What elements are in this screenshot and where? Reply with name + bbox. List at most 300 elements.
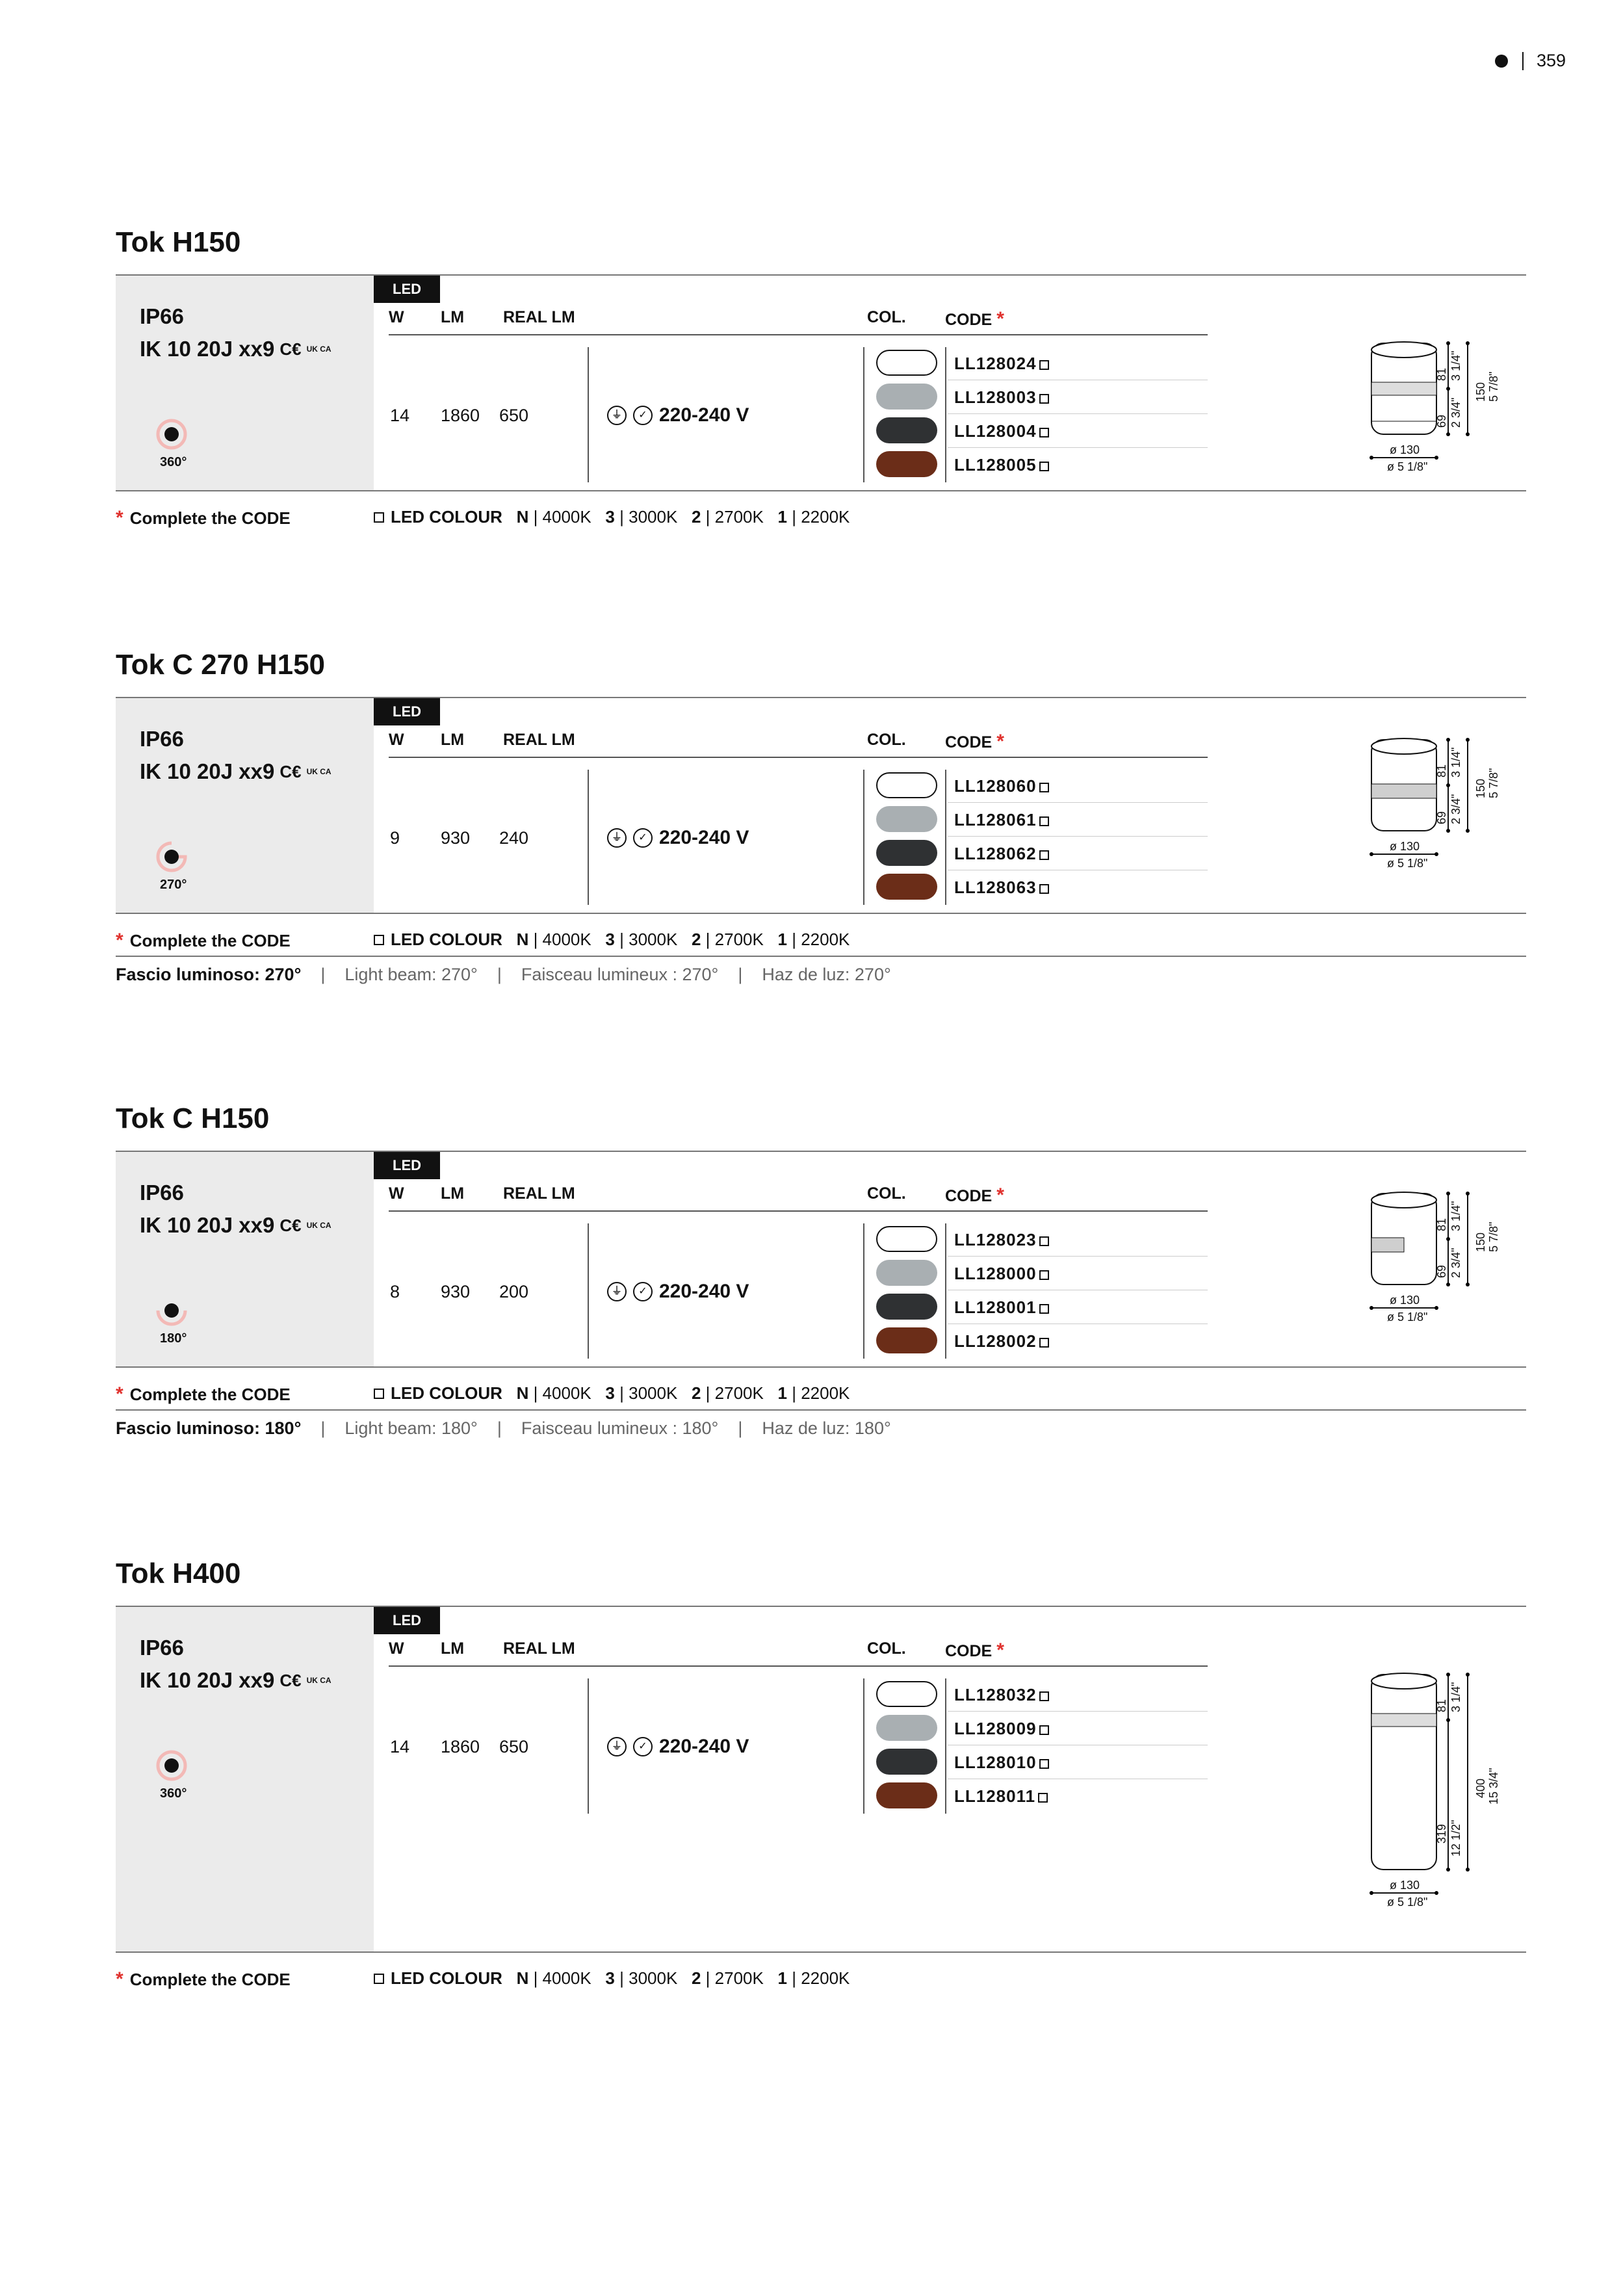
beam-en: Light beam: 270°: [344, 965, 478, 984]
product-code: [954, 455, 1049, 475]
earth-icon: ⏚: [607, 406, 627, 425]
led-colour-label: LED COLOUR: [391, 1383, 502, 1403]
colour-value: | 2200K: [792, 930, 850, 949]
colour-value: | 4000K: [533, 507, 591, 527]
product-dimension-drawing: [1331, 733, 1500, 876]
code-text: LL128002: [954, 1331, 1037, 1351]
colour-value: | 2700K: [705, 1383, 764, 1403]
diameter-in: ø 5 1/8": [1387, 857, 1428, 870]
lower-height-in: 12 1/2": [1449, 1820, 1462, 1857]
code-text: LL128024: [954, 354, 1037, 373]
separator: |: [497, 965, 502, 984]
lumens: 930: [441, 828, 471, 848]
ik-text: IK 10 20J xx9: [140, 759, 275, 783]
header-col: COL.: [867, 308, 906, 326]
product-code: [954, 354, 1049, 374]
code-divider: [948, 1711, 1208, 1712]
total-height-mm: 400: [1474, 1778, 1487, 1798]
voltage: [607, 1736, 749, 1758]
separator: |: [320, 965, 326, 984]
led-tag: LED: [374, 1607, 440, 1634]
separator: |: [497, 1418, 502, 1438]
checkbox-icon: [1039, 1725, 1049, 1735]
watts: 9: [390, 828, 400, 848]
ik-rating: [140, 759, 331, 784]
diameter-mm: ø 130: [1390, 1294, 1420, 1307]
lower-height-mm: 69: [1435, 811, 1448, 824]
checkbox-icon: [1038, 1793, 1048, 1803]
lower-height-mm: 69: [1435, 1264, 1448, 1278]
real-lumens: 240: [499, 828, 529, 848]
colour-key: N: [516, 1383, 529, 1403]
product-section-tok-c-270-h150: [116, 649, 1526, 1000]
colour-value: | 2700K: [705, 930, 764, 949]
header-w: W: [389, 731, 404, 749]
product-title: Tok H150: [116, 226, 241, 258]
ik-rating: [140, 1668, 331, 1693]
total-height-in: 5 7/8": [1487, 768, 1500, 798]
led-colour-label: LED COLOUR: [391, 507, 502, 527]
voltage-text: 220-240 V: [659, 827, 749, 848]
header-code-text: CODE: [945, 733, 993, 751]
swatch-grey: [876, 1260, 937, 1286]
beam-angle-label: 270°: [160, 878, 187, 892]
column-divider: [588, 770, 589, 905]
beam-es: Haz de luz: 270°: [762, 965, 891, 984]
diameter-mm: ø 130: [1390, 840, 1420, 853]
upper-height-in: 3 1/4": [1449, 1201, 1462, 1231]
checkbox-icon: [1039, 884, 1049, 894]
checkbox-icon: [1039, 816, 1049, 826]
colour-key: 3: [605, 1383, 615, 1403]
code-text: LL128062: [954, 844, 1037, 863]
checkbox-icon: [374, 512, 384, 523]
voltage-text: 220-240 V: [659, 1736, 749, 1757]
led-colour-legend: [374, 930, 850, 950]
colour-value: | 2200K: [792, 1383, 850, 1403]
beam-description: [116, 965, 891, 985]
lumens: 930: [441, 1282, 471, 1301]
total-height-in: 5 7/8": [1487, 371, 1500, 402]
header-lm: LM: [441, 308, 465, 326]
checkbox-icon: [1039, 1759, 1049, 1769]
ukca-mark-icon: UK CA: [306, 1221, 331, 1230]
header-col: COL.: [867, 1639, 906, 1658]
header-lm: LM: [441, 731, 465, 749]
total-height-mm: 150: [1474, 382, 1487, 402]
diameter-in: ø 5 1/8": [1387, 1896, 1428, 1909]
bottom-rule: [116, 1366, 1526, 1368]
diameter-in: ø 5 1/8": [1387, 460, 1428, 473]
watts: 14: [390, 1737, 410, 1756]
ce-mark-icon: C€: [279, 761, 302, 781]
swatch-corten: [876, 1327, 937, 1353]
product-code: [954, 1298, 1049, 1318]
checkbox-icon: [1039, 360, 1049, 370]
header-code: [945, 731, 1011, 753]
column-divider: [945, 1223, 946, 1359]
ip-rating: IP66: [140, 1636, 184, 1660]
swatch-corten: [876, 451, 937, 477]
header-code-text: CODE: [945, 311, 993, 329]
beam-en: Light beam: 180°: [344, 1418, 478, 1438]
column-divider: [863, 1223, 864, 1359]
led-tag: LED: [374, 276, 440, 303]
product-code: [954, 1331, 1049, 1351]
checkbox-icon: [374, 935, 384, 945]
product-code: [954, 387, 1049, 408]
earth-icon: ⏚: [607, 828, 627, 848]
column-divider: [863, 1678, 864, 1814]
complete-code-text: Complete the CODE: [129, 1969, 291, 1989]
swatch-corten: [876, 1782, 937, 1808]
header-w: W: [389, 1639, 404, 1658]
diameter-mm: ø 130: [1390, 443, 1420, 456]
complete-code-text: Complete the CODE: [129, 1384, 291, 1404]
header-w: W: [389, 308, 404, 326]
colour-key: 3: [605, 507, 615, 527]
ik-text: IK 10 20J xx9: [140, 337, 275, 361]
checkbox-icon: [1039, 1304, 1049, 1314]
real-lumens: 200: [499, 1282, 529, 1301]
beam-it: Fascio luminoso: 180°: [116, 1418, 302, 1438]
code-text: LL128004: [954, 421, 1037, 441]
column-divider: [863, 770, 864, 905]
colour-key: 1: [777, 930, 787, 949]
colour-key: 2: [691, 507, 701, 527]
upper-height-mm: 81: [1435, 367, 1448, 381]
product-section-tok-h150: [116, 226, 1526, 538]
voltage: [607, 827, 749, 849]
voltage-text: 220-240 V: [659, 404, 749, 426]
colour-key: 3: [605, 930, 615, 949]
total-height-in: 15 3/4": [1487, 1768, 1500, 1805]
ce-mark-icon: C€: [279, 1670, 302, 1690]
led-colour-legend: [374, 1968, 850, 1989]
required-star: *: [116, 930, 123, 951]
header-code: [945, 1639, 1011, 1662]
colour-value: | 4000K: [533, 1383, 591, 1403]
ik-text: IK 10 20J xx9: [140, 1668, 275, 1692]
colour-value: | 3000K: [619, 1968, 678, 1988]
upper-height-in: 3 1/4": [1449, 747, 1462, 777]
colour-value: | 3000K: [619, 930, 678, 949]
diameter-in: ø 5 1/8": [1387, 1311, 1428, 1324]
swatch-white: [876, 350, 937, 376]
led-colour-legend: [374, 1383, 850, 1403]
code-text: LL128003: [954, 387, 1037, 407]
product-code: [954, 810, 1049, 830]
product-code: [954, 844, 1049, 864]
checkbox-icon: [1039, 1691, 1049, 1701]
product-title: Tok H400: [116, 1558, 241, 1589]
product-title: Tok C 270 H150: [116, 649, 326, 681]
led-tag: LED: [374, 1152, 440, 1179]
separator: |: [738, 1418, 743, 1438]
product-dimension-drawing: [1331, 1187, 1500, 1330]
header-real-lm: REAL LM: [503, 1639, 575, 1658]
real-lumens: 650: [499, 406, 529, 425]
diameter-mm: ø 130: [1390, 1879, 1420, 1892]
complete-code-note: [116, 930, 291, 952]
code-text: LL128009: [954, 1719, 1037, 1738]
upper-height-mm: 81: [1435, 1218, 1448, 1231]
colour-key: N: [516, 507, 529, 527]
check-circle-icon: ✓: [633, 828, 653, 848]
header-code: [945, 308, 1011, 330]
voltage: [607, 1281, 749, 1303]
code-text: LL128063: [954, 878, 1037, 897]
product-section-tok-c-h150: [116, 1102, 1526, 1454]
code-text: LL128001: [954, 1298, 1037, 1317]
bullet-icon: [1495, 55, 1508, 68]
column-divider: [588, 347, 589, 482]
product-code: [954, 1719, 1049, 1739]
fascio-rule: [116, 956, 1526, 957]
swatch-anthracite: [876, 840, 937, 866]
header-w: W: [389, 1184, 404, 1203]
check-circle-icon: ✓: [633, 1737, 653, 1756]
checkbox-icon: [1039, 1270, 1049, 1280]
colour-value: | 2700K: [705, 1968, 764, 1988]
colour-key: 1: [777, 1968, 787, 1988]
colour-value: | 3000K: [619, 507, 678, 527]
product-code: [954, 1786, 1048, 1807]
bottom-rule: [116, 913, 1526, 914]
header-lm: LM: [441, 1639, 465, 1658]
total-height-in: 5 7/8": [1487, 1221, 1500, 1252]
ukca-mark-icon: UK CA: [306, 1676, 331, 1685]
ip-rating: IP66: [140, 1181, 184, 1205]
product-code: [954, 421, 1049, 441]
voltage: [607, 404, 749, 426]
code-divider: [948, 413, 1208, 414]
beam-es: Haz de luz: 180°: [762, 1418, 891, 1438]
product-code: [954, 878, 1049, 898]
bottom-rule: [116, 1951, 1526, 1953]
header-rule: [389, 1210, 1208, 1212]
header-real-lm: REAL LM: [503, 308, 575, 326]
lower-height-in: 2 3/4": [1449, 1247, 1462, 1278]
swatch-grey: [876, 1715, 937, 1741]
checkbox-icon: [1039, 783, 1049, 792]
colour-value: | 2200K: [792, 507, 850, 527]
header-col: COL.: [867, 731, 906, 749]
ip-rating: IP66: [140, 304, 184, 328]
upper-height-in: 3 1/4": [1449, 350, 1462, 381]
lumens: 1860: [441, 1737, 480, 1756]
beam-angle-label: 360°: [160, 1786, 187, 1801]
beam-angle-label: 180°: [160, 1331, 187, 1346]
product-section-tok-h400: [116, 1558, 1526, 2000]
beam-description: [116, 1418, 891, 1439]
code-text: LL128010: [954, 1753, 1037, 1772]
lower-height-mm: 69: [1435, 414, 1448, 428]
checkbox-icon: [1039, 428, 1049, 437]
upper-height-mm: 81: [1435, 764, 1448, 777]
swatch-grey: [876, 806, 937, 832]
checkbox-icon: [1039, 394, 1049, 404]
product-code: [954, 1753, 1049, 1773]
checkbox-icon: [374, 1389, 384, 1399]
complete-code-text: Complete the CODE: [129, 508, 291, 528]
code-divider: [948, 447, 1208, 448]
lower-height-in: 2 3/4": [1449, 794, 1462, 824]
colour-key: N: [516, 1968, 529, 1988]
complete-code-note: [116, 1383, 291, 1405]
page-number: [1495, 51, 1566, 71]
required-star: *: [116, 507, 123, 528]
header-rule: [389, 1665, 1208, 1667]
lower-height-in: 2 3/4": [1449, 397, 1462, 428]
colour-key: 2: [691, 1968, 701, 1988]
ce-mark-icon: C€: [279, 1215, 302, 1235]
check-circle-icon: ✓: [633, 406, 653, 425]
required-star: *: [996, 308, 1004, 330]
header-col: COL.: [867, 1184, 906, 1203]
column-divider: [588, 1678, 589, 1814]
colour-value: | 2200K: [792, 1968, 850, 1988]
code-text: LL128032: [954, 1685, 1037, 1704]
product-title: Tok C H150: [116, 1102, 270, 1134]
swatch-anthracite: [876, 1294, 937, 1320]
check-circle-icon: ✓: [633, 1282, 653, 1301]
voltage-text: 220-240 V: [659, 1281, 749, 1302]
code-divider: [948, 1256, 1208, 1257]
swatch-white: [876, 772, 937, 798]
led-colour-label: LED COLOUR: [391, 1968, 502, 1988]
header-code-text: CODE: [945, 1187, 993, 1205]
header-code: [945, 1184, 1011, 1207]
code-divider: [948, 836, 1208, 837]
checkbox-icon: [374, 1974, 384, 1984]
colour-key: 2: [691, 1383, 701, 1403]
colour-key: N: [516, 930, 529, 949]
product-dimension-drawing: [1331, 1668, 1500, 1915]
upper-height-mm: 81: [1435, 1699, 1448, 1712]
column-divider: [945, 1678, 946, 1814]
code-text: LL128061: [954, 810, 1037, 829]
fascio-rule: [116, 1409, 1526, 1411]
checkbox-icon: [1039, 462, 1049, 471]
column-divider: [945, 347, 946, 482]
beam-fr: Faisceau lumineux : 180°: [521, 1418, 719, 1438]
ik-rating: [140, 1213, 331, 1238]
ip-rating: IP66: [140, 727, 184, 751]
real-lumens: 650: [499, 1737, 529, 1756]
ukca-mark-icon: UK CA: [306, 767, 331, 776]
column-divider: [863, 347, 864, 482]
beam-it: Fascio luminoso: 270°: [116, 965, 302, 984]
ukca-mark-icon: UK CA: [306, 345, 331, 354]
ik-text: IK 10 20J xx9: [140, 1213, 275, 1237]
complete-code-text: Complete the CODE: [129, 930, 291, 950]
header-lm: LM: [441, 1184, 465, 1203]
beam-360-icon: [156, 419, 187, 450]
product-dimension-drawing: [1331, 337, 1500, 480]
lumens: 1860: [441, 406, 480, 425]
separator: |: [738, 965, 743, 984]
colour-value: | 4000K: [533, 930, 591, 949]
required-star: *: [996, 1184, 1004, 1206]
colour-value: | 4000K: [533, 1968, 591, 1988]
watts: 8: [390, 1282, 400, 1301]
complete-code-note: [116, 1968, 291, 1990]
required-star: *: [996, 731, 1004, 752]
header-code-text: CODE: [945, 1642, 993, 1660]
code-text: LL128011: [954, 1786, 1036, 1806]
beam-fr: Faisceau lumineux : 270°: [521, 965, 719, 984]
colour-key: 2: [691, 930, 701, 949]
page-number-text: 359: [1536, 51, 1566, 70]
beam-angle-label: 360°: [160, 455, 187, 469]
code-text: LL128023: [954, 1230, 1037, 1249]
complete-code-note: [116, 507, 291, 529]
required-star: *: [996, 1639, 1004, 1661]
total-height-mm: 150: [1474, 1232, 1487, 1252]
colour-value: | 3000K: [619, 1383, 678, 1403]
swatch-white: [876, 1681, 937, 1707]
checkbox-icon: [1039, 1338, 1049, 1348]
header-real-lm: REAL LM: [503, 731, 575, 749]
required-star: *: [116, 1383, 123, 1405]
code-divider: [948, 802, 1208, 803]
watts: 14: [390, 406, 410, 425]
colour-key: 1: [777, 1383, 787, 1403]
swatch-anthracite: [876, 1749, 937, 1775]
required-star: *: [116, 1968, 123, 1990]
code-text: LL128060: [954, 776, 1037, 796]
header-rule: [389, 757, 1208, 758]
earth-icon: ⏚: [607, 1282, 627, 1301]
code-text: LL128000: [954, 1264, 1037, 1283]
checkbox-icon: [1039, 1236, 1049, 1246]
led-colour-legend: [374, 507, 850, 527]
led-colour-label: LED COLOUR: [391, 930, 502, 949]
lower-height-mm: 319: [1435, 1823, 1448, 1844]
swatch-white: [876, 1226, 937, 1252]
upper-height-in: 3 1/4": [1449, 1682, 1462, 1712]
product-code: [954, 1685, 1049, 1705]
swatch-grey: [876, 384, 937, 410]
ce-mark-icon: C€: [279, 339, 302, 359]
swatch-anthracite: [876, 417, 937, 443]
swatch-corten: [876, 874, 937, 900]
beam-180-icon: [156, 1295, 187, 1326]
beam-360-icon: [156, 1750, 187, 1781]
ik-rating: [140, 337, 331, 361]
product-code: [954, 776, 1049, 796]
product-code: [954, 1264, 1049, 1284]
column-divider: [945, 770, 946, 905]
bottom-rule: [116, 490, 1526, 491]
earth-icon: ⏚: [607, 1737, 627, 1756]
colour-key: 3: [605, 1968, 615, 1988]
divider: [1522, 52, 1524, 70]
header-rule: [389, 334, 1208, 335]
separator: |: [320, 1418, 326, 1438]
code-text: LL128005: [954, 455, 1037, 475]
colour-key: 1: [777, 507, 787, 527]
product-code: [954, 1230, 1049, 1250]
checkbox-icon: [1039, 850, 1049, 860]
led-tag: LED: [374, 698, 440, 725]
column-divider: [588, 1223, 589, 1359]
header-real-lm: REAL LM: [503, 1184, 575, 1203]
total-height-mm: 150: [1474, 778, 1487, 798]
beam-270-icon: [156, 841, 187, 872]
colour-value: | 2700K: [705, 507, 764, 527]
